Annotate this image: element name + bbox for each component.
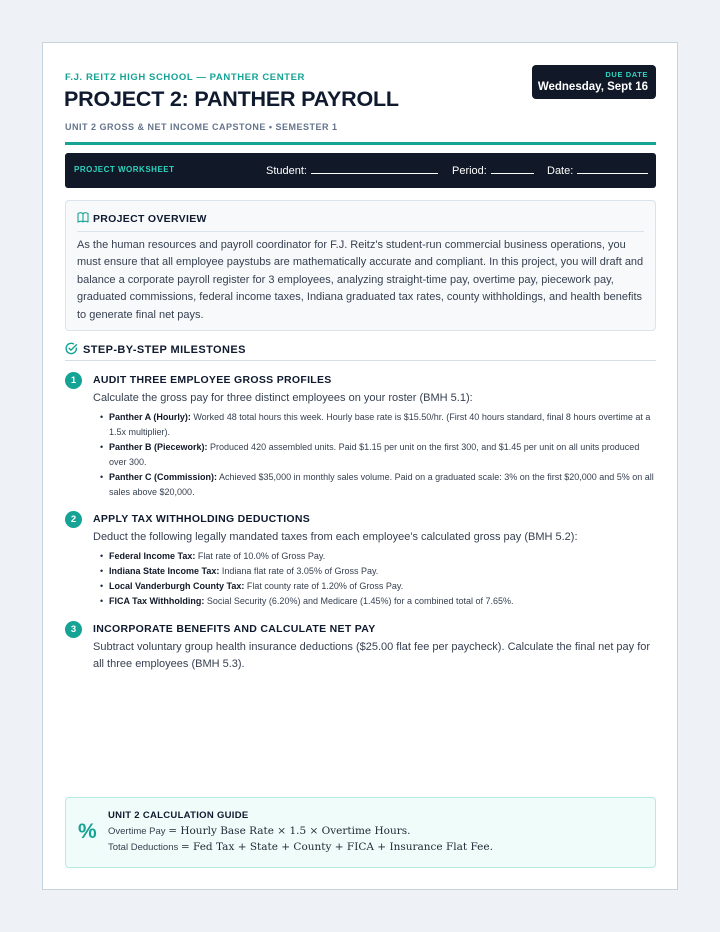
step-title: APPLY TAX WITHHOLDING DEDUCTIONS [93, 513, 311, 525]
step-number: 1 [65, 372, 82, 389]
student-blank[interactable] [311, 164, 438, 174]
period-label: Period: [452, 165, 487, 177]
guide-formula-deductions [108, 841, 493, 853]
formula-label: Total Deductions [108, 842, 179, 853]
list-item: • Panther B (Piecework): Produced 420 assembled units. Paid $1.15 per unit on the first 300, and $1.45 per unit on all units produced over 300. [97, 440, 656, 470]
guide-formula-overtime [108, 825, 410, 837]
student-field[interactable] [266, 164, 438, 177]
step-description: Deduct the following legally mandated taxes from each employee's calculated gross pay (BMH 5.2): [93, 531, 578, 543]
check-circle-icon [65, 342, 78, 355]
percent-icon: % [78, 820, 97, 843]
student-label: Student: [266, 165, 307, 177]
overview-heading-text: PROJECT OVERVIEW [93, 213, 207, 225]
step-description: Calculate the gross pay for three distinct employees on your roster (BMH 5.1): [93, 392, 473, 404]
formula-label: Overtime Pay [108, 826, 166, 837]
milestones-heading-text: STEP-BY-STEP MILESTONES [83, 344, 246, 356]
period-field[interactable] [452, 164, 534, 177]
worksheet-bar [65, 153, 656, 188]
period-blank[interactable] [491, 164, 534, 174]
step-item-list [97, 549, 656, 609]
step-item-list [97, 410, 656, 500]
list-item: • Federal Income Tax: Flat rate of 10.0% of Gross Pay. [97, 549, 656, 564]
page-title: PROJECT 2: PANTHER PAYROLL [64, 87, 399, 111]
page-subtitle: UNIT 2 GROSS & NET INCOME CAPSTONE • SEMESTER 1 [65, 122, 338, 132]
header-divider [65, 142, 656, 145]
worksheet-label: PROJECT WORKSHEET [74, 165, 175, 174]
overview-divider [77, 231, 644, 232]
step-title: AUDIT THREE EMPLOYEE GROSS PROFILES [93, 374, 332, 386]
due-date-badge [532, 65, 656, 99]
step-title: INCORPORATE BENEFITS AND CALCULATE NET PAY [93, 623, 376, 635]
calculation-guide [65, 797, 656, 868]
list-item: • Panther C (Commission): Achieved $35,000 in monthly sales volume. Paid on a graduated scale: 3% on the first $20,000 and 5% on all sales above $20,000. [97, 470, 656, 500]
guide-title: UNIT 2 CALCULATION GUIDE [108, 810, 249, 821]
overview-heading [77, 212, 207, 225]
milestones-divider [65, 360, 656, 361]
step-number: 2 [65, 511, 82, 528]
school-name: F.J. REITZ HIGH SCHOOL — PANTHER CENTER [65, 72, 305, 83]
formula-expression: = Fed Tax + State + County + FICA + Insurance Flat Fee. [180, 841, 493, 853]
list-item: • Indiana State Income Tax: Indiana flat rate of 3.05% of Gross Pay. [97, 564, 656, 579]
date-blank[interactable] [577, 164, 648, 174]
due-date-label: DUE DATE [605, 70, 648, 79]
date-label: Date: [547, 165, 574, 177]
step-description: Subtract voluntary group health insurance deductions ($25.00 flat fee per paycheck). Calculate the final net pay for all three employees (BMH 5.3). [93, 641, 651, 670]
formula-expression: = Hourly Base Rate × 1.5 × Overtime Hours. [168, 825, 411, 837]
project-overview [65, 200, 656, 331]
worksheet-page [42, 42, 678, 890]
due-date-value: Wednesday, Sept 16 [537, 81, 648, 93]
date-field[interactable] [547, 164, 648, 177]
book-icon [77, 212, 89, 223]
milestones-heading [65, 342, 246, 356]
list-item: • Local Vanderburgh County Tax: Flat county rate of 1.20% of Gross Pay. [97, 579, 656, 594]
list-item: • FICA Tax Withholding: Social Security (6.20%) and Medicare (1.45%) for a combined total of 7.65%. [97, 594, 656, 609]
overview-text: As the human resources and payroll coordinator for F.J. Reitz's student-run commercial business operations, you must ensure that all employee paystubs are mathematically accurate and compliant. In this project, you will draft and balance a corporate payroll register for 3 employees, analyzing straight-time pay, overtime pay, piecework pay, graduated commissions, federal income taxes, Indiana graduated tax rates, county withholdings, and health benefits to generate final net pays. [77, 239, 644, 321]
step-number: 3 [65, 621, 82, 638]
list-item: • Panther A (Hourly): Worked 48 total hours this week. Hourly base rate is $15.50/hr. (First 40 hours standard, final 8 hours overtime at a 1.5x multiplier). [97, 410, 656, 440]
